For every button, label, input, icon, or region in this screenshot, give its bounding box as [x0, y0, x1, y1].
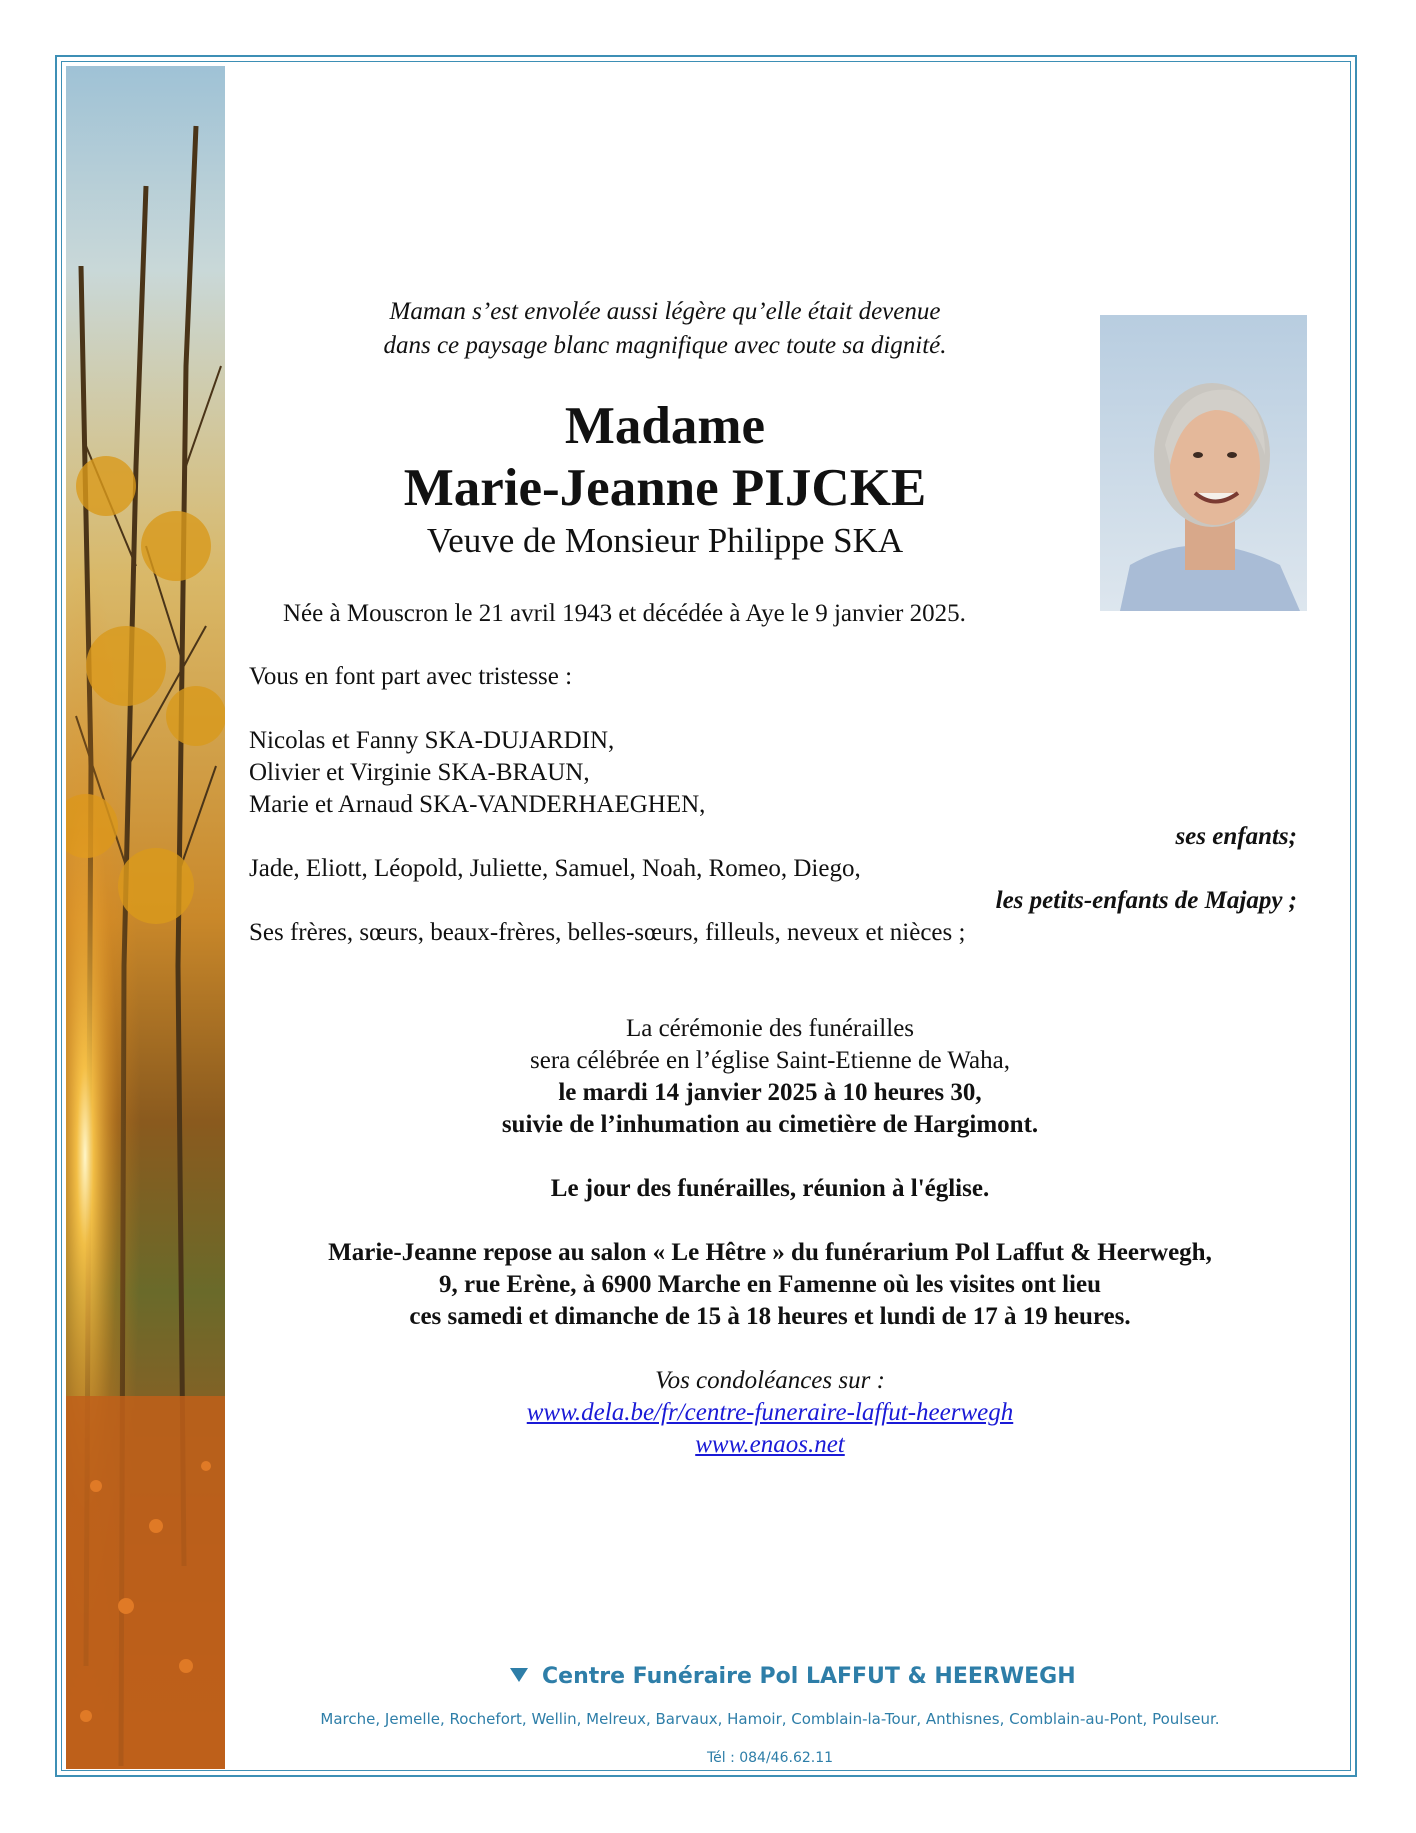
child-line: Nicolas et Fanny SKA-DUJARDIN,	[249, 727, 615, 754]
salon-line: Marie-Jeanne repose au salon « Le Hêtre » du funérarium Pol Laffut & Heerwegh,	[328, 1239, 1212, 1266]
autumn-forest-image	[66, 66, 225, 1769]
grandchildren-label: les petits-enfants de Majapy ;	[995, 887, 1297, 914]
quote-line: Maman s’est envolée aussi légère qu’elle était devenue	[389, 298, 941, 325]
triangle-down-icon	[510, 1668, 528, 1682]
quote	[280, 295, 1050, 363]
ceremony-line: sera célébrée en l’église Saint-Etienne de Waha,	[530, 1047, 1010, 1074]
funeral-home-label: Centre Funéraire Pol LAFFUT & HEERWEGH	[542, 1664, 1076, 1689]
ceremony-details	[240, 1013, 1300, 1461]
deceased-name: Marie-Jeanne PIJCKE	[403, 459, 927, 517]
child-line: Olivier et Virginie SKA-BRAUN,	[249, 759, 590, 786]
enaos-link[interactable]: www.enaos.net	[695, 1431, 845, 1458]
footer-cities: Marche, Jemelle, Rochefort, Wellin, Melreux, Barvaux, Hamoir, Comblain-la-Tour, Anthisnes, Comblain-au-Pont, Poulseur.	[320, 1710, 1220, 1728]
ceremony-line: La cérémonie des funérailles	[625, 1015, 915, 1042]
intro-line: Vous en font part avec tristesse :	[249, 663, 573, 690]
child-line: Marie et Arnaud SKA-VANDERHAEGHEN,	[249, 791, 706, 818]
dela-link[interactable]: www.dela.be/fr/centre-funeraire-laffut-heerwegh	[526, 1399, 1014, 1426]
siblings-line: Ses frères, sœurs, beaux-frères, belles-sœurs, filleuls, neveux et nièces ;	[249, 919, 966, 946]
quote-line: dans ce paysage blanc magnifique avec toute sa dignité.	[383, 332, 947, 359]
salon-line: 9, rue Erène, à 6900 Marche en Famenne où les visites ont lieu	[439, 1271, 1101, 1298]
funeral-home-name	[510, 1663, 1076, 1691]
children-label: ses enfants;	[1175, 823, 1297, 850]
widow-line: Veuve de Monsieur Philippe SKA	[426, 521, 904, 560]
portrait-photo	[1100, 315, 1307, 611]
condolences-label: Vos condoléances sur :	[655, 1367, 885, 1394]
meeting-line: Le jour des funérailles, réunion à l'église.	[550, 1175, 990, 1202]
footer-phone: Tél : 084/46.62.11	[706, 1750, 834, 1766]
burial-line: suivie de l’inhumation au cimetière de Hargimont.	[501, 1111, 1039, 1138]
salon-line: ces samedi et dimanche de 15 à 18 heures et lundi de 17 à 19 heures.	[409, 1303, 1131, 1330]
birth-death-line: Née à Mouscron le 21 avril 1943 et décédée à Aye le 9 janvier 2025.	[283, 600, 966, 627]
deceased-heading	[280, 395, 1050, 563]
grandchildren-line: Jade, Eliott, Léopold, Juliette, Samuel, Noah, Romeo, Diego,	[249, 855, 861, 882]
honorific: Madame	[564, 397, 766, 455]
family-list	[249, 661, 1297, 949]
ceremony-date: le mardi 14 janvier 2025 à 10 heures 30,	[558, 1079, 982, 1106]
